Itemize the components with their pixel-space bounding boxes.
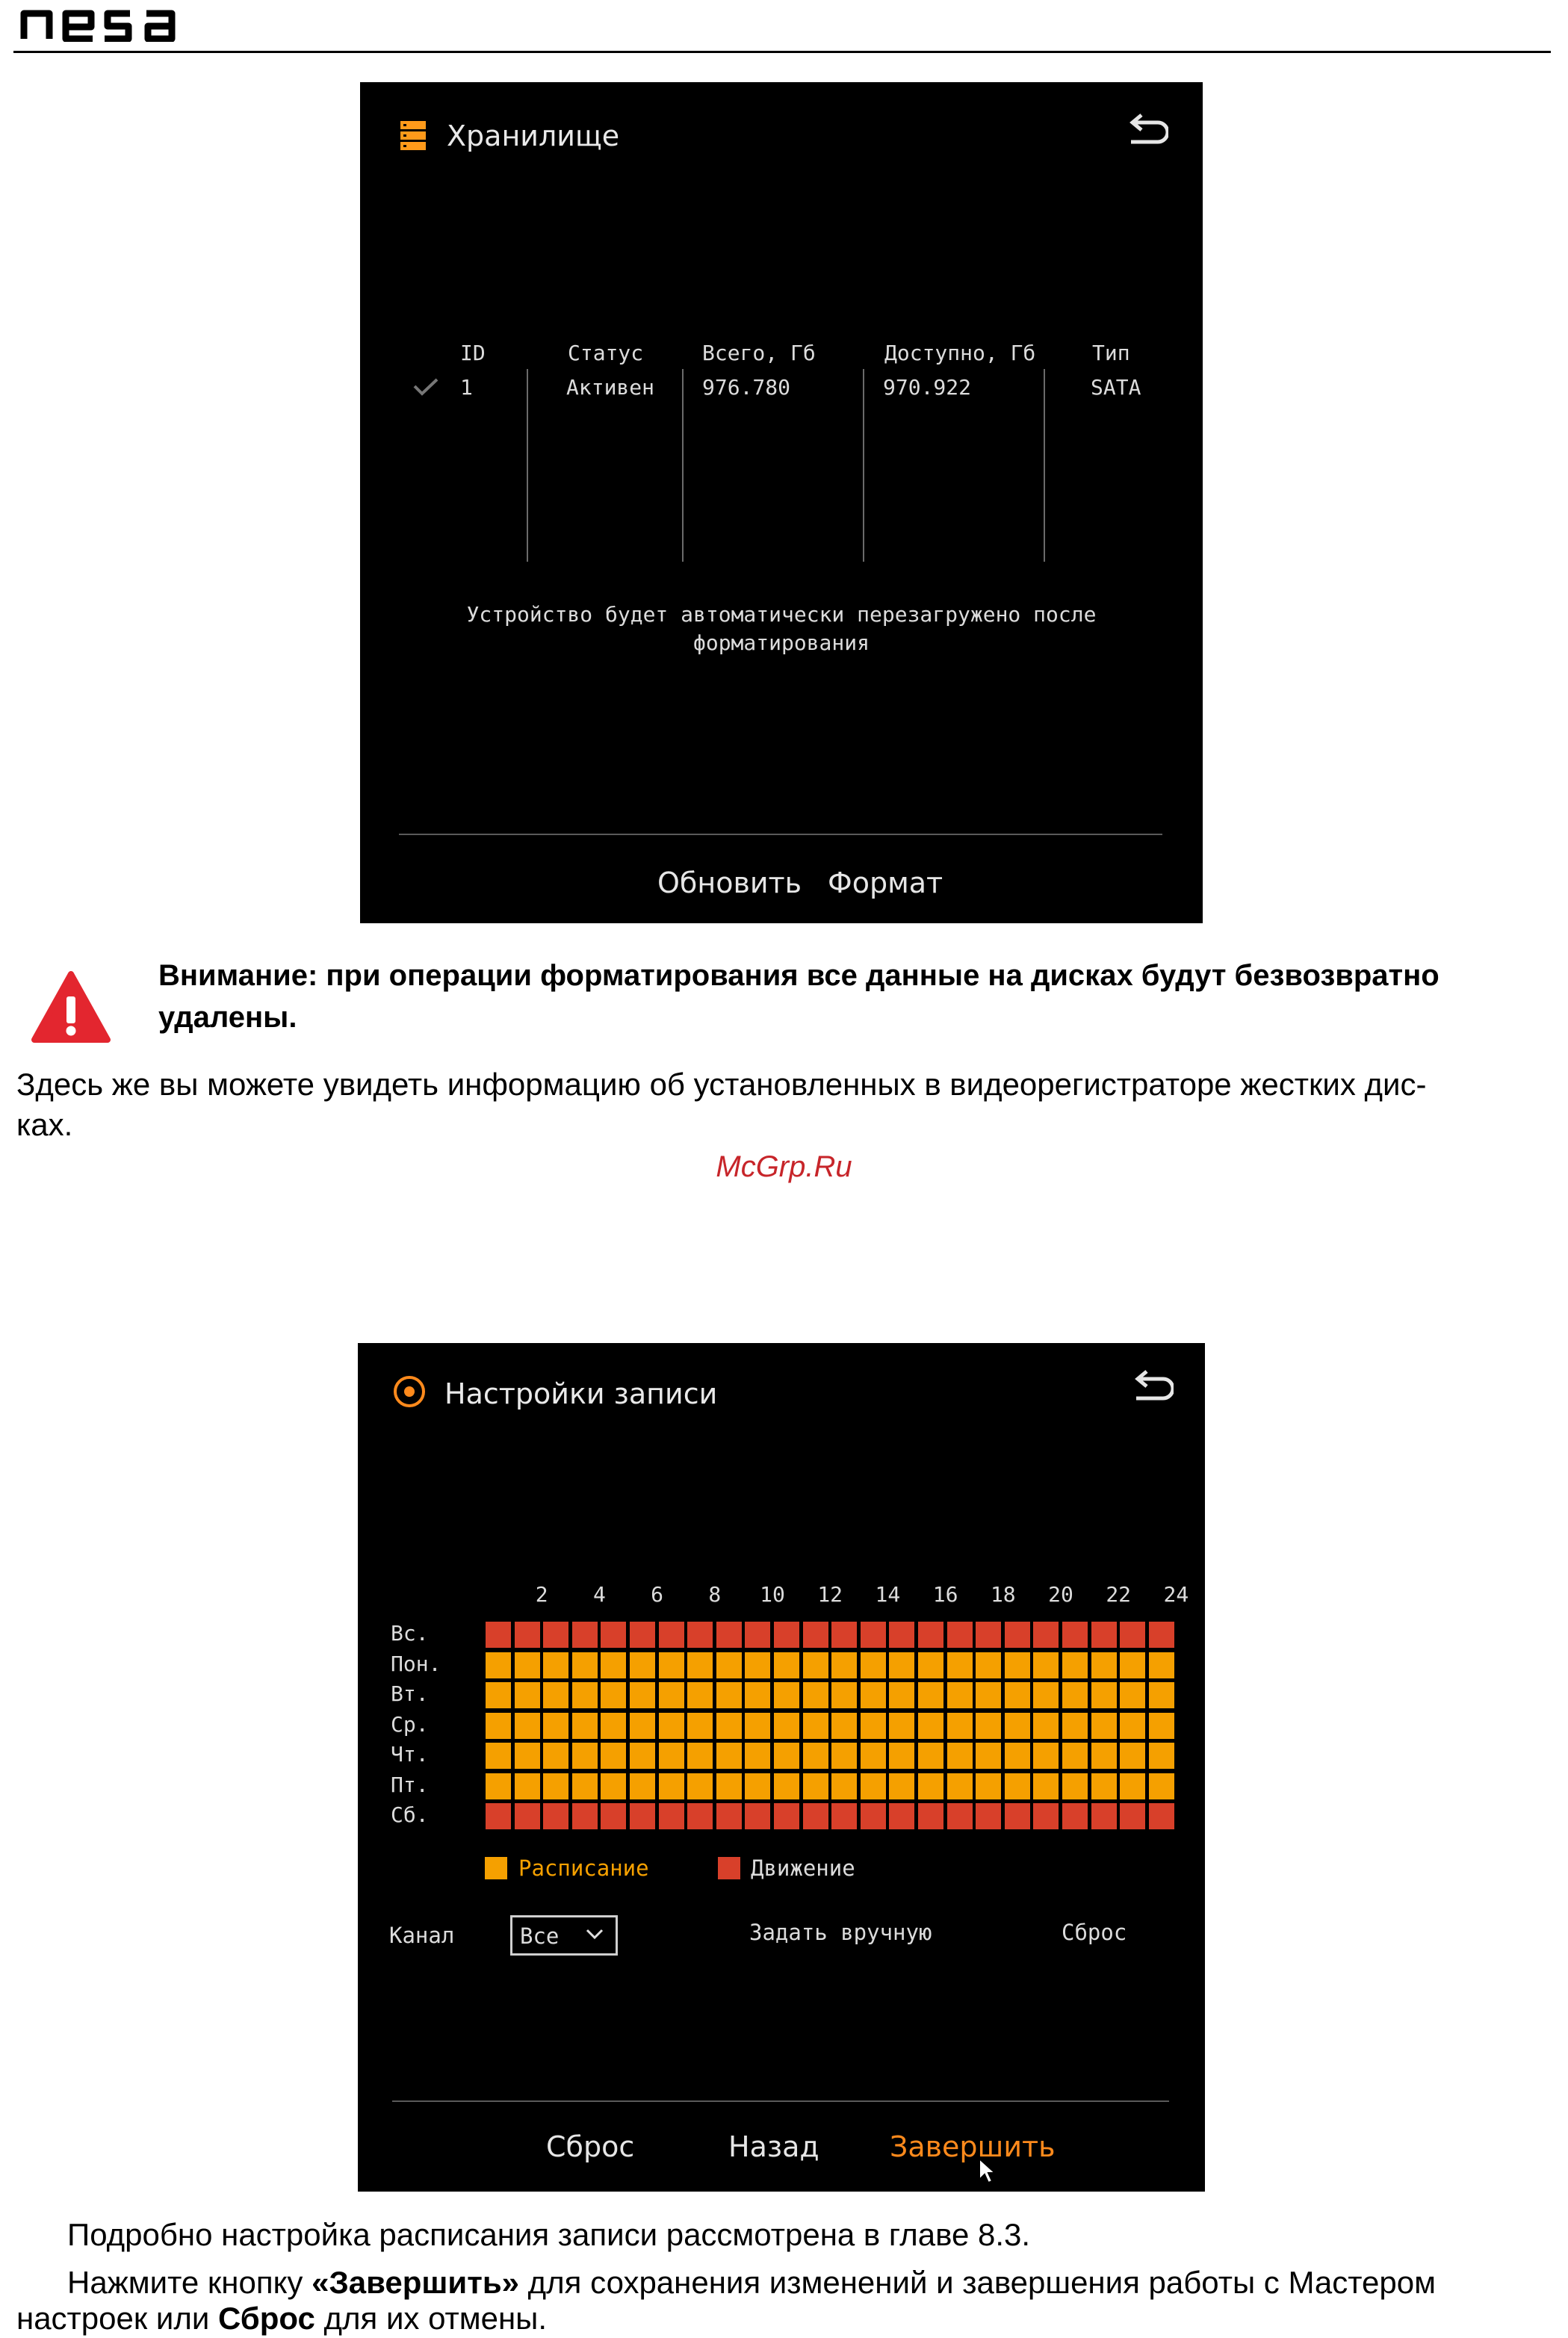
schedule-cell[interactable] [889, 1773, 914, 1799]
storage-title: Хранилище [447, 120, 620, 152]
schedule-cell[interactable] [976, 1803, 1001, 1829]
schedule-cell[interactable] [889, 1713, 914, 1739]
schedule-cell[interactable] [745, 1652, 770, 1678]
hour-label: 24 [1163, 1582, 1189, 1607]
schedule-cell[interactable] [831, 1803, 857, 1829]
schedule-cell[interactable] [831, 1713, 857, 1739]
schedule-cell[interactable] [947, 1743, 973, 1769]
schedule-cell[interactable] [1149, 1773, 1174, 1799]
hour-label: 2 [535, 1582, 548, 1607]
schedule-cell[interactable] [745, 1713, 770, 1739]
schedule-cell[interactable] [976, 1622, 1001, 1648]
storage-icon [400, 121, 426, 151]
schedule-cell[interactable] [630, 1682, 655, 1708]
schedule-cell[interactable] [918, 1713, 943, 1739]
hour-label: 4 [592, 1582, 606, 1607]
info-paragraph-line1: Здесь же вы можете увидеть информацию об установленных в видеорегистраторе жестких дис- [16, 1067, 1427, 1102]
schedule-cell[interactable] [572, 1682, 598, 1708]
footer-line2 [67, 2263, 1436, 2302]
schedule-cell[interactable] [745, 1773, 770, 1799]
schedule-cell[interactable] [716, 1713, 742, 1739]
warning-text: Внимание: при операции форматирования все данные на дисках будут безвозвратно удалены. [158, 959, 1440, 1034]
channel-select-value: Все [520, 1923, 560, 1949]
schedule-cell[interactable] [947, 1773, 973, 1799]
schedule-cell[interactable] [486, 1803, 511, 1829]
day-labels [391, 1621, 465, 1838]
back-icon[interactable] [1125, 112, 1168, 151]
schedule-cell[interactable] [687, 1743, 713, 1769]
schedule-cell[interactable] [918, 1803, 943, 1829]
format-button[interactable]: Формат [828, 866, 943, 899]
schedule-cell[interactable] [861, 1713, 886, 1739]
button-bar-divider [392, 2100, 1169, 2102]
schedule-cell[interactable] [515, 1743, 540, 1769]
schedule-cell[interactable] [659, 1743, 684, 1769]
schedule-cell[interactable] [687, 1803, 713, 1829]
col-header-status: Статус [568, 341, 644, 365]
schedule-cell[interactable] [976, 1743, 1001, 1769]
footer-line3-bold: Сброс [218, 2301, 315, 2336]
schedule-cell[interactable] [687, 1773, 713, 1799]
schedule-cell[interactable] [572, 1652, 598, 1678]
schedule-cell[interactable] [918, 1622, 943, 1648]
schedule-cell[interactable] [1005, 1622, 1030, 1648]
hour-label: 6 [651, 1582, 664, 1607]
schedule-cell[interactable] [543, 1652, 568, 1678]
schedule-cell[interactable] [774, 1713, 799, 1739]
disk-available: 970.922 [883, 375, 972, 400]
hour-label: 10 [760, 1582, 785, 1607]
day-label: Ср. [391, 1711, 429, 1737]
day-label: Пт. [391, 1772, 429, 1797]
schedule-cell[interactable] [687, 1713, 713, 1739]
storage-screen [360, 82, 1203, 923]
schedule-cell[interactable] [1005, 1803, 1030, 1829]
schedule-cell[interactable] [515, 1713, 540, 1739]
legend-schedule-label: Расписание [518, 1855, 649, 1881]
schedule-cell[interactable] [1091, 1622, 1117, 1648]
schedule-cell[interactable] [659, 1652, 684, 1678]
schedule-cell[interactable] [486, 1622, 511, 1648]
schedule-cell[interactable] [515, 1803, 540, 1829]
footer-line3-pre: настроек или [16, 2301, 219, 2336]
schedule-cell[interactable] [572, 1743, 598, 1769]
schedule-cell[interactable] [947, 1652, 973, 1678]
schedule-cell[interactable] [918, 1682, 943, 1708]
schedule-cell[interactable] [1033, 1713, 1059, 1739]
schedule-cell[interactable] [774, 1652, 799, 1678]
back-icon[interactable] [1130, 1368, 1174, 1407]
column-divider [527, 369, 528, 562]
legend-motion-swatch [718, 1857, 740, 1879]
schedule-cell[interactable] [861, 1622, 886, 1648]
schedule-cell[interactable] [1091, 1652, 1117, 1678]
schedule-cell[interactable] [601, 1713, 626, 1739]
schedule-cell[interactable] [803, 1803, 828, 1829]
schedule-cell[interactable] [1149, 1713, 1174, 1739]
schedule-cell[interactable] [486, 1743, 511, 1769]
schedule-cell[interactable] [687, 1622, 713, 1648]
schedule-cell[interactable] [630, 1803, 655, 1829]
legend-schedule-swatch [485, 1857, 507, 1879]
schedule-cell[interactable] [745, 1743, 770, 1769]
button-bar-divider [399, 834, 1162, 835]
schedule-cell[interactable] [745, 1803, 770, 1829]
schedule-cell[interactable] [515, 1773, 540, 1799]
schedule-cell[interactable] [543, 1773, 568, 1799]
day-label: Сб. [391, 1802, 429, 1827]
record-icon [392, 1374, 427, 1409]
schedule-cell[interactable] [889, 1652, 914, 1678]
day-label: Вт. [391, 1681, 429, 1706]
schedule-cell[interactable] [831, 1743, 857, 1769]
hour-labels [358, 1582, 1205, 1612]
schedule-cell[interactable] [1062, 1773, 1088, 1799]
col-header-type: Тип [1092, 341, 1130, 365]
schedule-cell[interactable] [803, 1743, 828, 1769]
schedule-cell[interactable] [889, 1803, 914, 1829]
schedule-cell[interactable] [1033, 1743, 1059, 1769]
schedule-cell[interactable] [486, 1713, 511, 1739]
schedule-cell[interactable] [803, 1652, 828, 1678]
schedule-cell[interactable] [831, 1652, 857, 1678]
disk-status: Активен [566, 375, 655, 400]
schedule-cell[interactable] [1149, 1652, 1174, 1678]
schedule-cell[interactable] [803, 1682, 828, 1708]
finish-button[interactable]: Завершить [890, 2130, 1056, 2163]
schedule-cell[interactable] [889, 1622, 914, 1648]
schedule-cell[interactable] [601, 1803, 626, 1829]
schedule-cell[interactable] [630, 1652, 655, 1678]
schedule-cell[interactable] [774, 1743, 799, 1769]
schedule-cell[interactable] [572, 1713, 598, 1739]
schedule-cell[interactable] [716, 1773, 742, 1799]
schedule-cell[interactable] [601, 1773, 626, 1799]
reboot-notice-line2: форматирования [692, 630, 870, 655]
schedule-cell[interactable] [515, 1652, 540, 1678]
schedule-cell[interactable] [630, 1713, 655, 1739]
watermark-text: McGrp.Ru [716, 1150, 852, 1183]
reset-button[interactable]: Сброс [546, 2130, 635, 2163]
schedule-cell[interactable] [976, 1652, 1001, 1678]
schedule-cell[interactable] [861, 1743, 886, 1769]
schedule-cell[interactable] [601, 1682, 626, 1708]
schedule-cell[interactable] [947, 1803, 973, 1829]
schedule-cell[interactable] [1062, 1682, 1088, 1708]
schedule-cell[interactable] [1005, 1652, 1030, 1678]
warning-icon [30, 970, 112, 1044]
schedule-cell[interactable] [1091, 1743, 1117, 1769]
schedule-cell[interactable] [687, 1652, 713, 1678]
channel-select[interactable] [510, 1915, 618, 1956]
hour-label: 16 [932, 1582, 958, 1607]
record-settings-title: Настройки записи [444, 1377, 718, 1410]
schedule-cell[interactable] [716, 1803, 742, 1829]
schedule-cell[interactable] [1091, 1713, 1117, 1739]
schedule-cell[interactable] [803, 1622, 828, 1648]
schedule-cell[interactable] [976, 1682, 1001, 1708]
schedule-cell[interactable] [1149, 1622, 1174, 1648]
schedule-cell[interactable] [1091, 1803, 1117, 1829]
chevron-down-icon [586, 1928, 604, 1940]
set-manually-button[interactable]: Задать вручную [749, 1920, 932, 1945]
reboot-notice-line1: Устройство будет автоматически перезагружено после [466, 602, 1097, 627]
schedule-cell[interactable] [486, 1682, 511, 1708]
footer-line1: Подробно настройка расписания записи рассмотрена в главе 8.3. [67, 2217, 1031, 2252]
info-paragraph-line2: ках. [16, 1107, 73, 1142]
schedule-cell[interactable] [918, 1652, 943, 1678]
column-divider [863, 369, 864, 562]
hour-label: 18 [990, 1582, 1016, 1607]
legend-motion-label: Движение [751, 1855, 855, 1881]
grid-reset-button[interactable]: Сброс [1062, 1920, 1127, 1945]
schedule-cell[interactable] [486, 1773, 511, 1799]
record-settings-screen [358, 1343, 1205, 2192]
column-divider [1044, 369, 1045, 562]
footer-line2-pre: Нажмите кнопку [67, 2265, 312, 2300]
back-button[interactable]: Назад [728, 2130, 819, 2163]
schedule-cell[interactable] [630, 1773, 655, 1799]
schedule-cell[interactable] [659, 1682, 684, 1708]
footer-line3 [16, 2299, 547, 2338]
schedule-cell[interactable] [1120, 1652, 1145, 1678]
schedule-cell[interactable] [1120, 1773, 1145, 1799]
schedule-cell[interactable] [716, 1652, 742, 1678]
schedule-cell[interactable] [861, 1682, 886, 1708]
schedule-cell[interactable] [976, 1713, 1001, 1739]
schedule-cell[interactable] [716, 1743, 742, 1769]
schedule-cell[interactable] [861, 1803, 886, 1829]
schedule-cell[interactable] [543, 1713, 568, 1739]
schedule-cell[interactable] [659, 1713, 684, 1739]
schedule-cell[interactable] [572, 1622, 598, 1648]
schedule-cell[interactable] [1149, 1682, 1174, 1708]
schedule-cell[interactable] [659, 1773, 684, 1799]
schedule-cell[interactable] [831, 1773, 857, 1799]
column-divider [682, 369, 684, 562]
schedule-cell[interactable] [543, 1743, 568, 1769]
schedule-cell[interactable] [831, 1622, 857, 1648]
schedule-cell[interactable] [803, 1713, 828, 1739]
schedule-cell[interactable] [889, 1682, 914, 1708]
schedule-cell[interactable] [861, 1652, 886, 1678]
nesa-logo [19, 4, 199, 42]
schedule-cell[interactable] [543, 1682, 568, 1708]
schedule-cell[interactable] [1120, 1713, 1145, 1739]
schedule-cell[interactable] [918, 1743, 943, 1769]
schedule-cell[interactable] [1033, 1652, 1059, 1678]
footer-line2-post: для сохранения изменений и завершения работы с Мастером [519, 2265, 1437, 2300]
schedule-cell[interactable] [716, 1682, 742, 1708]
day-label: Вс. [391, 1621, 429, 1646]
day-label: Чт. [391, 1742, 429, 1767]
schedule-cell[interactable] [1120, 1743, 1145, 1769]
schedule-cell[interactable] [947, 1713, 973, 1739]
day-label: Пон. [391, 1651, 441, 1676]
hour-label: 14 [875, 1582, 901, 1607]
schedule-cell[interactable] [745, 1622, 770, 1648]
schedule-cell[interactable] [774, 1682, 799, 1708]
schedule-cell[interactable] [918, 1773, 943, 1799]
schedule-cell[interactable] [947, 1682, 973, 1708]
schedule-cell[interactable] [947, 1622, 973, 1648]
footer-line3-post: для их отмены. [314, 2301, 548, 2336]
hour-label: 8 [708, 1582, 722, 1607]
schedule-cell[interactable] [774, 1622, 799, 1648]
schedule-cell[interactable] [1005, 1682, 1030, 1708]
schedule-cell[interactable] [1033, 1803, 1059, 1829]
schedule-cell[interactable] [1005, 1773, 1030, 1799]
schedule-cell[interactable] [1033, 1622, 1059, 1648]
schedule-cell[interactable] [1005, 1713, 1030, 1739]
schedule-cell[interactable] [1149, 1743, 1174, 1769]
schedule-cell[interactable] [659, 1622, 684, 1648]
disk-type: SATA [1091, 375, 1141, 400]
channel-label: Канал [389, 1923, 455, 1948]
schedule-cell[interactable] [889, 1743, 914, 1769]
schedule-cell[interactable] [1149, 1803, 1174, 1829]
schedule-cell[interactable] [774, 1803, 799, 1829]
col-header-total: Всего, Гб [702, 341, 816, 365]
schedule-cell[interactable] [861, 1773, 886, 1799]
schedule-cell[interactable] [1033, 1773, 1059, 1799]
schedule-cell[interactable] [1062, 1622, 1088, 1648]
schedule-cell[interactable] [976, 1773, 1001, 1799]
schedule-cell[interactable] [803, 1773, 828, 1799]
schedule-cell[interactable] [1120, 1803, 1145, 1829]
schedule-cell[interactable] [543, 1622, 568, 1648]
row-check-icon[interactable] [412, 377, 439, 397]
schedule-cell[interactable] [572, 1773, 598, 1799]
footer-line2-bold: «Завершить» [312, 2265, 519, 2300]
schedule-grid[interactable] [486, 1622, 1179, 1838]
schedule-cell[interactable] [774, 1773, 799, 1799]
schedule-cell[interactable] [1091, 1682, 1117, 1708]
disk-total: 976.780 [702, 375, 791, 400]
schedule-cell[interactable] [1033, 1682, 1059, 1708]
mouse-cursor-icon [978, 2157, 997, 2184]
schedule-cell[interactable] [1091, 1773, 1117, 1799]
schedule-cell[interactable] [1062, 1803, 1088, 1829]
schedule-cell[interactable] [515, 1682, 540, 1708]
header-rule [13, 51, 1551, 53]
schedule-cell[interactable] [630, 1622, 655, 1648]
hour-label: 12 [817, 1582, 843, 1607]
schedule-cell[interactable] [601, 1622, 626, 1648]
hour-label: 22 [1106, 1582, 1132, 1607]
schedule-cell[interactable] [716, 1622, 742, 1648]
schedule-cell[interactable] [601, 1743, 626, 1769]
schedule-cell[interactable] [515, 1622, 540, 1648]
refresh-button[interactable]: Обновить [657, 866, 802, 899]
schedule-cell[interactable] [687, 1682, 713, 1708]
schedule-cell[interactable] [1062, 1652, 1088, 1678]
schedule-cell[interactable] [1120, 1682, 1145, 1708]
schedule-cell[interactable] [1120, 1622, 1145, 1648]
schedule-cell[interactable] [831, 1682, 857, 1708]
schedule-cell[interactable] [486, 1652, 511, 1678]
schedule-cell[interactable] [601, 1652, 626, 1678]
hour-label: 20 [1048, 1582, 1073, 1607]
schedule-cell[interactable] [572, 1803, 598, 1829]
schedule-cell[interactable] [543, 1803, 568, 1829]
schedule-cell[interactable] [1062, 1713, 1088, 1739]
schedule-cell[interactable] [745, 1682, 770, 1708]
schedule-cell[interactable] [1005, 1743, 1030, 1769]
schedule-cell[interactable] [659, 1803, 684, 1829]
col-header-available: Доступно, Гб [884, 341, 1036, 365]
schedule-cell[interactable] [630, 1743, 655, 1769]
col-header-id: ID [460, 341, 486, 365]
disk-id: 1 [460, 375, 473, 400]
schedule-cell[interactable] [1062, 1743, 1088, 1769]
